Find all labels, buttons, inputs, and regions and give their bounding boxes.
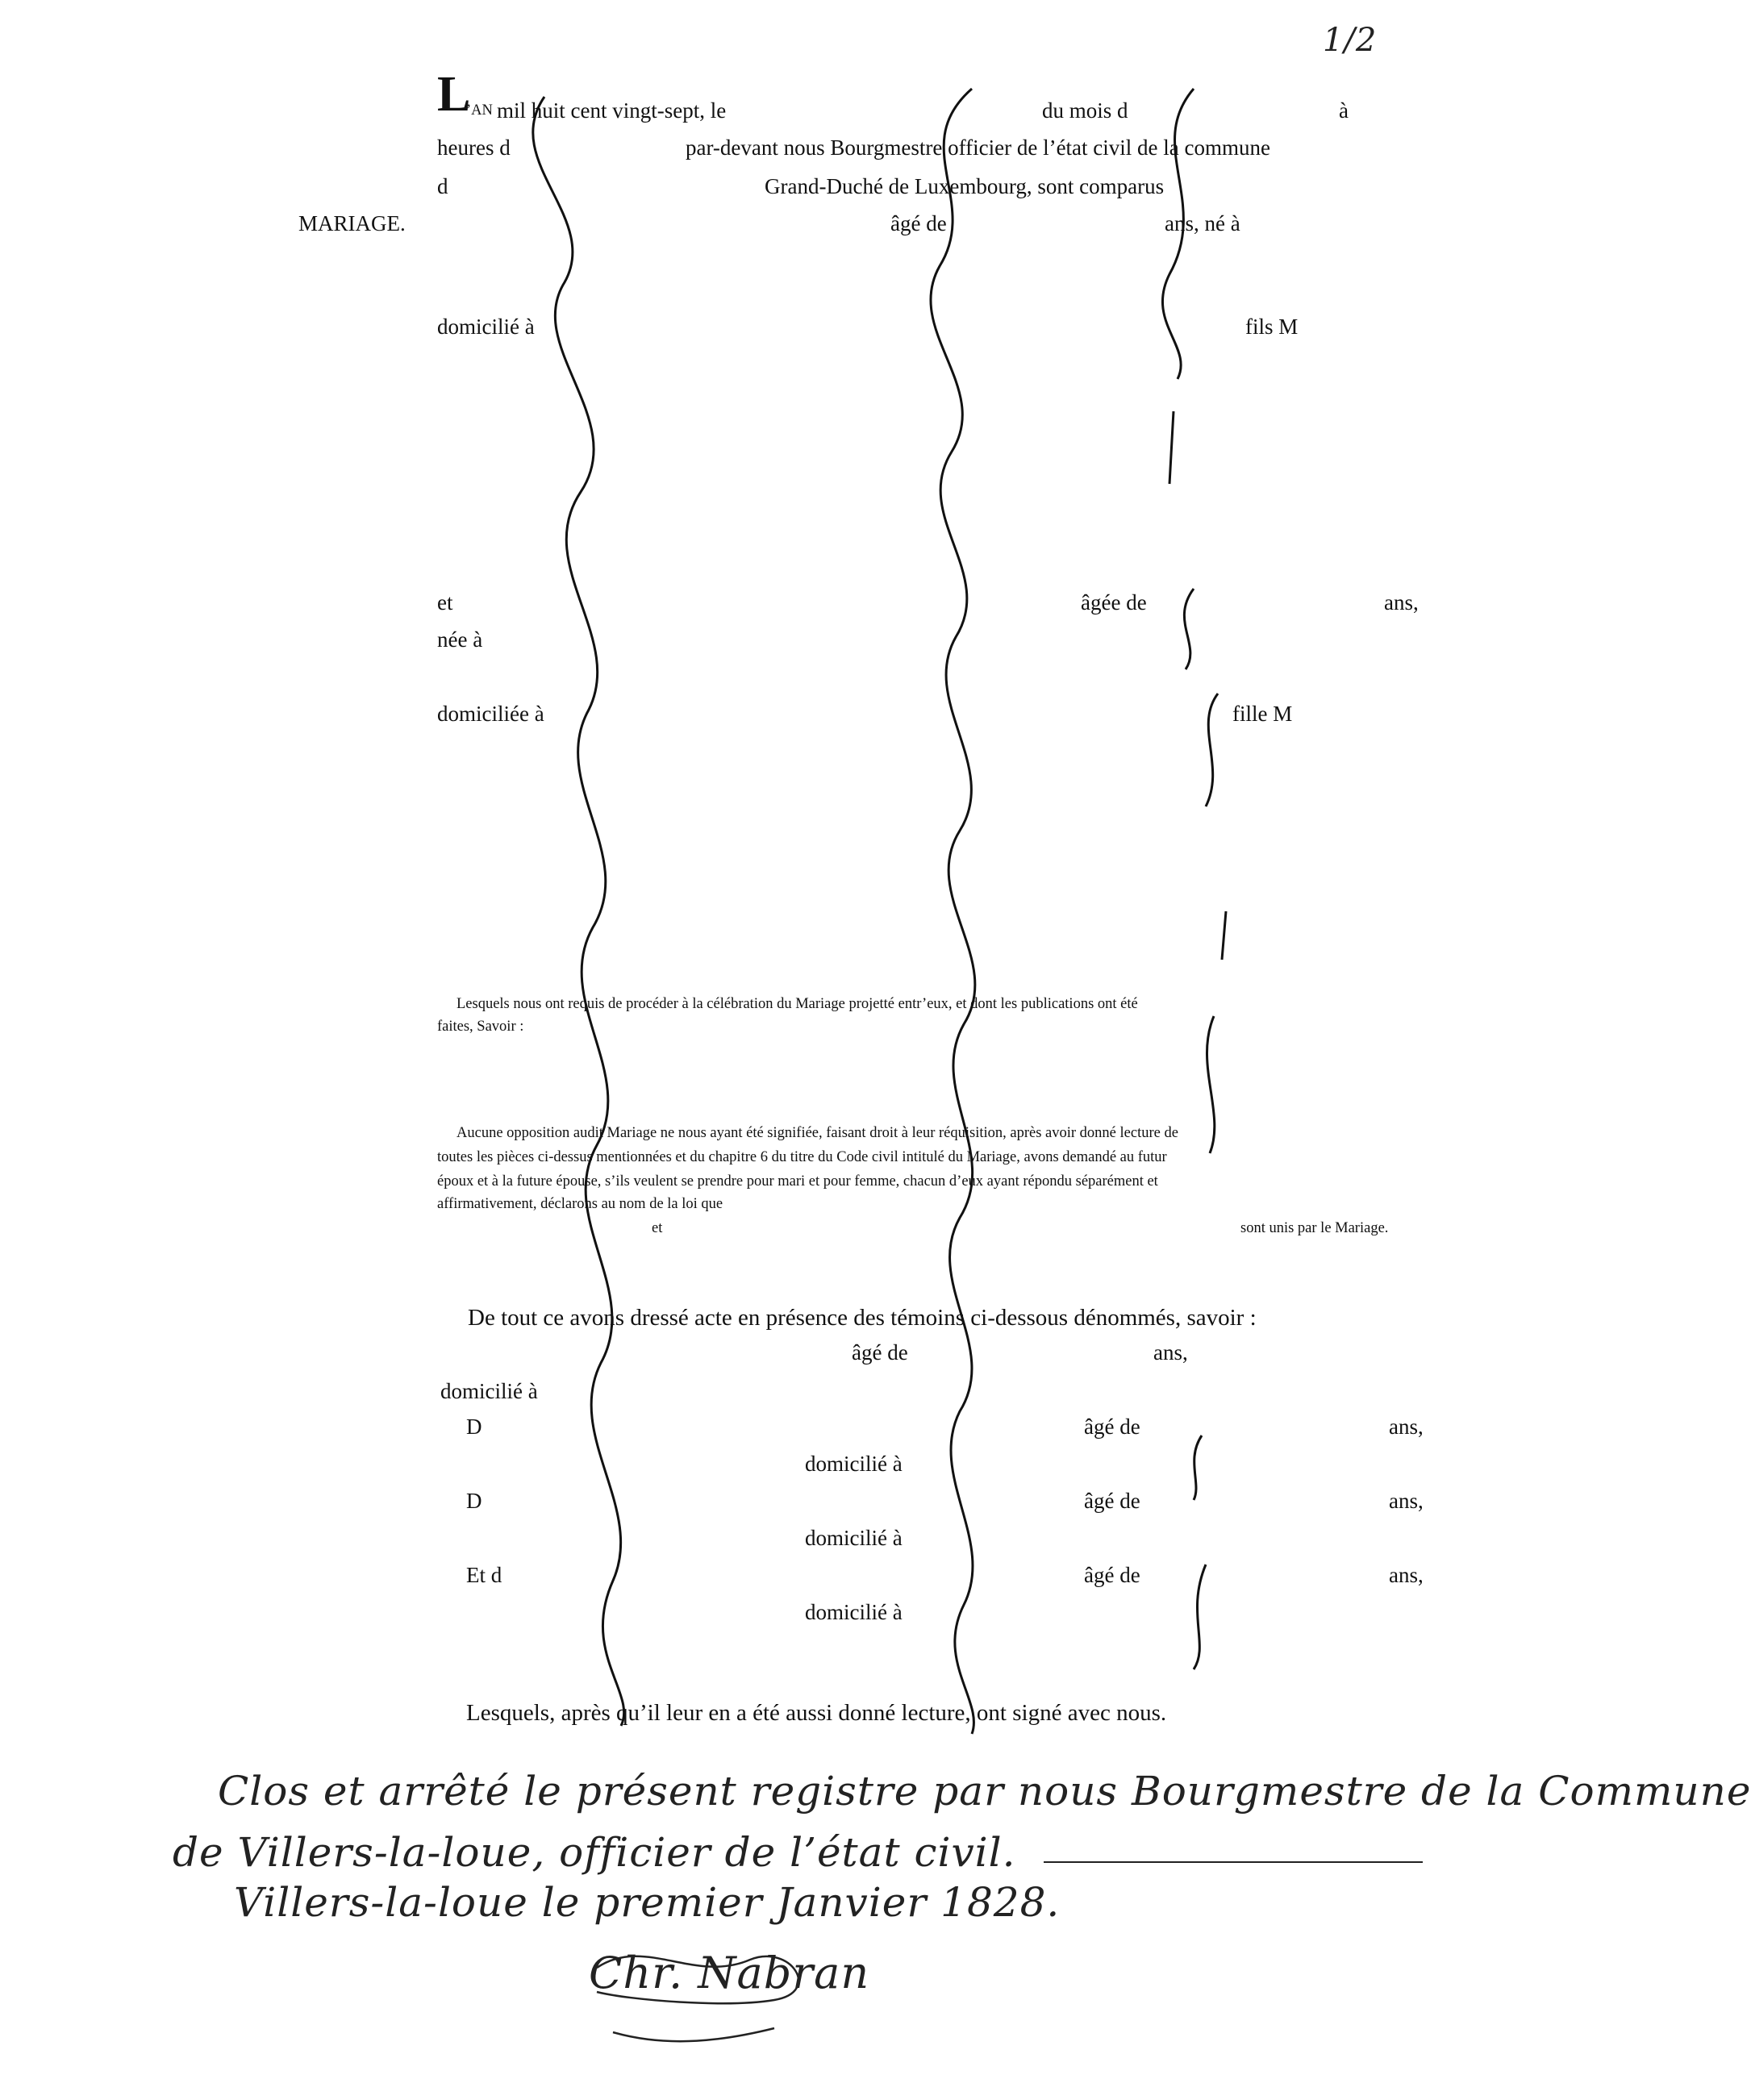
header-officer: par-devant nous Bourgmestre officier de l’état civil de la commune — [686, 135, 1270, 160]
header-smallcaps: ’AN — [466, 102, 493, 119]
witness-ans: ans, — [1389, 1489, 1424, 1513]
header-grand-duche: Grand-Duché de Luxembourg, sont comparus — [765, 174, 1165, 198]
witness-1-ans: ans, — [1153, 1340, 1188, 1365]
witnesses-intro: De tout ce avons dressé acte en présence des témoins ci-dessous dénommés, savoir : — [468, 1305, 1257, 1331]
wavy-line-middle — [931, 89, 975, 1734]
handwritten-line-2: de Villers-la-loue, officier de l’état civil. — [173, 1829, 1016, 1876]
margin-title: MARIAGE. — [298, 211, 406, 235]
witness-prefix: D — [466, 1415, 482, 1439]
groom-age-label: âgé de — [890, 211, 947, 235]
declaration-line-1: Aucune opposition audit Mariage ne nous ayant été signifiée, faisant droit à leur réquisition, après avoir donné lecture de — [457, 1125, 1178, 1141]
groom-ans-label: ans, né à — [1165, 211, 1240, 235]
header-hours: heures d — [437, 135, 511, 160]
declaration-line-3: époux et à la future épouse, s’ils veulent se prendre pour mari et pour femme, chacun d’eux ayant répondu séparément et — [437, 1173, 1158, 1190]
witness-domicile: domicilié à — [805, 1526, 903, 1550]
witness-prefix: Et d — [466, 1563, 502, 1587]
witness-domicile: domicilié à — [805, 1452, 903, 1476]
handwritten-line-3: Villers-la-loue le premier Janvier 1828. — [234, 1879, 1061, 1926]
header-a: à — [1339, 98, 1349, 123]
bride-born-label: née à — [437, 627, 483, 652]
wavy-line-left — [533, 97, 624, 1726]
handwritten-line-1: Clos et arrêté le présent registre par nous Bourgmestre de la Commune — [218, 1768, 1751, 1815]
header-d: d — [437, 174, 448, 198]
signature-underline — [613, 2028, 774, 2041]
bride-domicile-label: domiciliée à — [437, 702, 544, 726]
witness-prefix: D — [466, 1489, 482, 1513]
witness-1-age: âgé de — [852, 1340, 908, 1365]
wavy-line-right — [1162, 89, 1226, 1669]
bride-ans-label: ans, — [1384, 590, 1419, 615]
publications-line-1: Lesquels nous ont requis de procéder à la célébration du Mariage projetté entr’eux, et dont les publications ont été — [457, 996, 1138, 1012]
header-year: mil huit cent vingt-sept, le — [497, 98, 727, 123]
witness-age: âgé de — [1084, 1489, 1140, 1513]
witness-age: âgé de — [1084, 1415, 1140, 1439]
declaration-line-2: toutes les pièces ci-dessus mentionnées et du chapitre 6 du titre du Code civil intitulé du Mariage, avons demandé au futur — [437, 1149, 1167, 1165]
groom-son-label: fils M — [1245, 315, 1299, 339]
witness-domicile: domicilié à — [805, 1600, 903, 1624]
closing-line: Lesquels, après qu’il leur en a été aussi donné lecture, ont signé avec nous. — [466, 1700, 1167, 1726]
groom-domicile-label: domicilié à — [437, 315, 535, 339]
bride-et-label: et — [437, 590, 453, 615]
declaration-end: sont unis par le Mariage. — [1240, 1220, 1389, 1236]
bride-age-label: âgée de — [1081, 590, 1147, 615]
witness-ans: ans, — [1389, 1415, 1424, 1439]
publications-line-2: faites, Savoir : — [437, 1019, 524, 1035]
bride-daughter-label: fille M — [1232, 702, 1293, 726]
header-month: du mois d — [1042, 98, 1128, 123]
drop-cap: L — [437, 67, 471, 122]
handwritten-rule — [1044, 1861, 1423, 1863]
signature: Chr. Nabran — [589, 1948, 870, 1998]
witness-age: âgé de — [1084, 1563, 1140, 1587]
witness-1-domicile: domicilié à — [440, 1379, 538, 1403]
declaration-line-4: affirmativement, déclarons au nom de la loi que — [437, 1196, 723, 1212]
declaration-et: et — [652, 1220, 663, 1236]
corner-note: 1/2 — [1323, 22, 1378, 59]
witness-ans: ans, — [1389, 1563, 1424, 1587]
